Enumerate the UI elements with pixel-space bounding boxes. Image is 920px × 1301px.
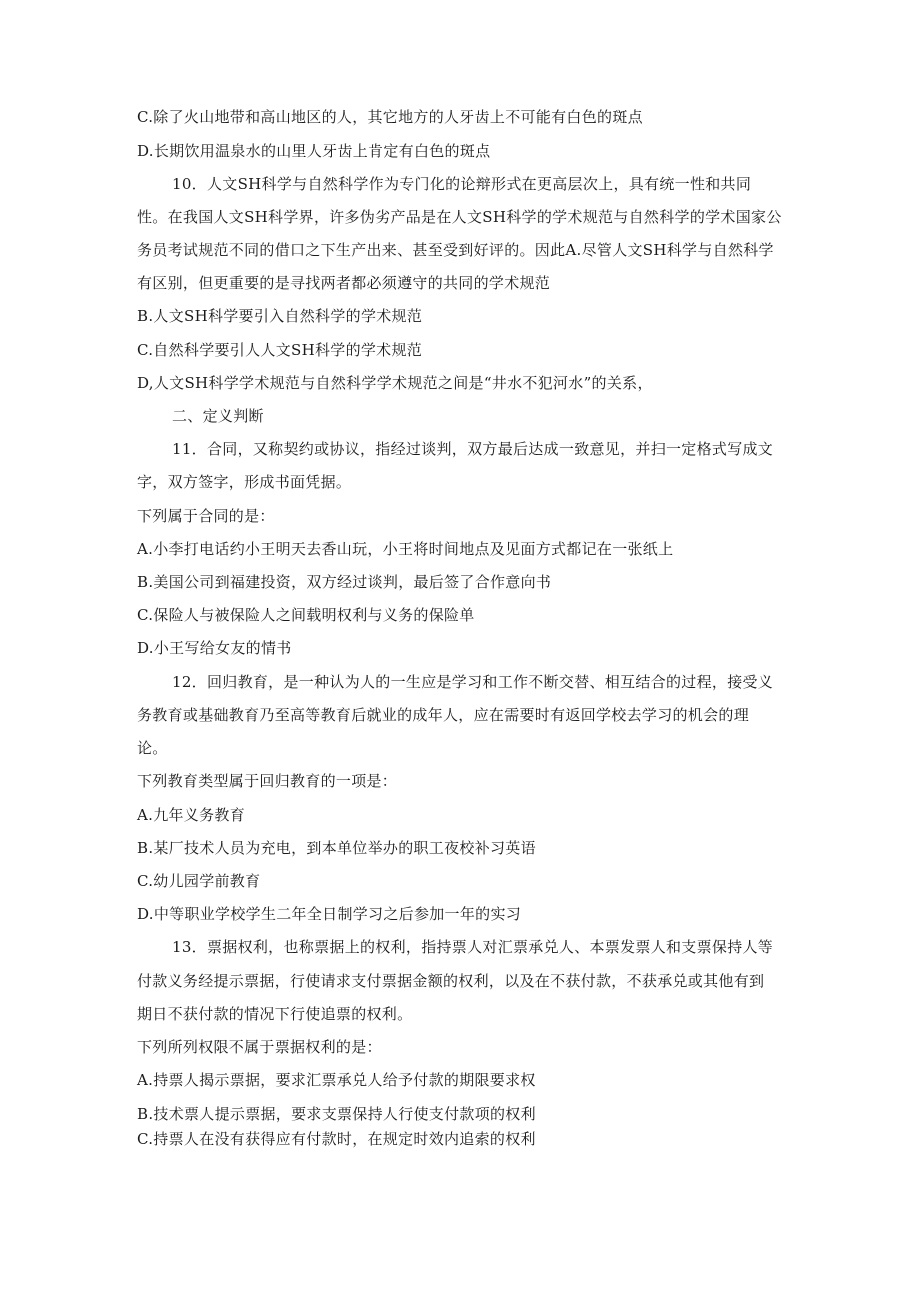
q11-option-d: D.小王写给女友的情书 <box>137 639 292 657</box>
q10-stem-line4: 有区别，但更重要的是寻找两者都必须遵守的共同的学术规范 <box>137 274 551 292</box>
q10-stem-line3: 务员考试规范不同的借口之下生产出来、甚至受到好评的。因此A.尽管人文SH科学与自然科学 <box>137 241 774 259</box>
q13-stem-line2: 付款义务经提示票据，行使请求支付票据金额的权利，以及在不获付款，不获承兑或其他有到 <box>137 972 765 990</box>
q10-option-c: C.自然科学要引人人文SH科学的学术规范 <box>137 341 423 359</box>
q13-stem-line1: 13．票据权利，也称票据上的权利，指持票人对汇票承兑人、本票发票人和支票保持人等 <box>172 938 774 956</box>
q9-option-c: C.除了火山地带和高山地区的人，其它地方的人牙齿上不可能有白色的斑点 <box>137 108 643 126</box>
q12-option-b: B.某厂技术人员为充电，到本单位举办的职工夜校补习英语 <box>137 839 536 857</box>
q10-option-d: D,人文SH科学学术规范与自然科学学术规范之间是“井水不犯河水”的关系， <box>137 374 653 392</box>
q13-option-c: C.持票人在没有获得应有付款时，在规定时效内追索的权利 <box>137 1130 536 1148</box>
q12-prompt: 下列教育类型属于回归教育的一项是： <box>137 772 398 790</box>
q12-option-c: C.幼儿园学前教育 <box>137 872 261 890</box>
q11-prompt: 下列属于合同的是： <box>137 507 275 525</box>
q11-option-b: B.美国公司到福建投资，双方经过谈判，最后签了合作意向书 <box>137 573 552 591</box>
q11-option-c: C.保险人与被保险人之间载明权利与义务的保险单 <box>137 606 475 624</box>
q11-stem-line2: 字，双方签字，形成书面凭据。 <box>137 473 352 491</box>
q11-stem-line1: 11．合同，又称契约或协议，指经过谈判，双方最后达成一致意见，并扫一定格式写成文 <box>172 440 774 458</box>
q9-option-d: D.长期饮用温泉水的山里人牙齿上肯定有白色的斑点 <box>137 142 491 160</box>
q10-stem-line2: 性。在我国人文SH科学界，许多伪劣产品是在人文SH科学的学术规范与自然科学的学术国家公 <box>137 208 782 226</box>
q12-option-a: A.九年义务教育 <box>137 806 246 824</box>
q13-option-b: B.技术票人提示票据，要求支票保持人行使支付款项的权利 <box>137 1105 536 1123</box>
q13-option-a: A.持票人揭示票据，要求汇票承兑人给予付款的期限要求权 <box>137 1071 536 1089</box>
q11-option-a: A.小李打电话约小王明天去香山玩，小王将时间地点及见面方式都记在一张纸上 <box>137 540 674 558</box>
q12-stem-line3: 论。 <box>137 739 168 757</box>
section-heading: 二、定义判断 <box>172 407 264 425</box>
q13-prompt: 下列所列权限不属于票据权利的是： <box>137 1038 382 1056</box>
q12-option-d: D.中等职业学校学生二年全日制学习之后参加一年的实习 <box>137 905 522 923</box>
q13-stem-line3: 期日不获付款的情况下行使追票的权利。 <box>137 1005 413 1023</box>
q12-stem-line2: 务教育或基础教育乃至高等教育后就业的成年人，应在需要时有返回学校去学习的机会的理 <box>137 706 750 724</box>
q10-option-b: B.人文SH科学要引入自然科学的学术规范 <box>137 307 423 325</box>
q10-stem-line1: 10．人文SH科学与自然科学作为专门化的论辩形式在更高层次上，具有统一性和共同 <box>172 175 752 193</box>
q12-stem-line1: 12．回归教育，是一种认为人的一生应是学习和工作不断交替、相互结合的过程，接受义 <box>172 673 774 691</box>
